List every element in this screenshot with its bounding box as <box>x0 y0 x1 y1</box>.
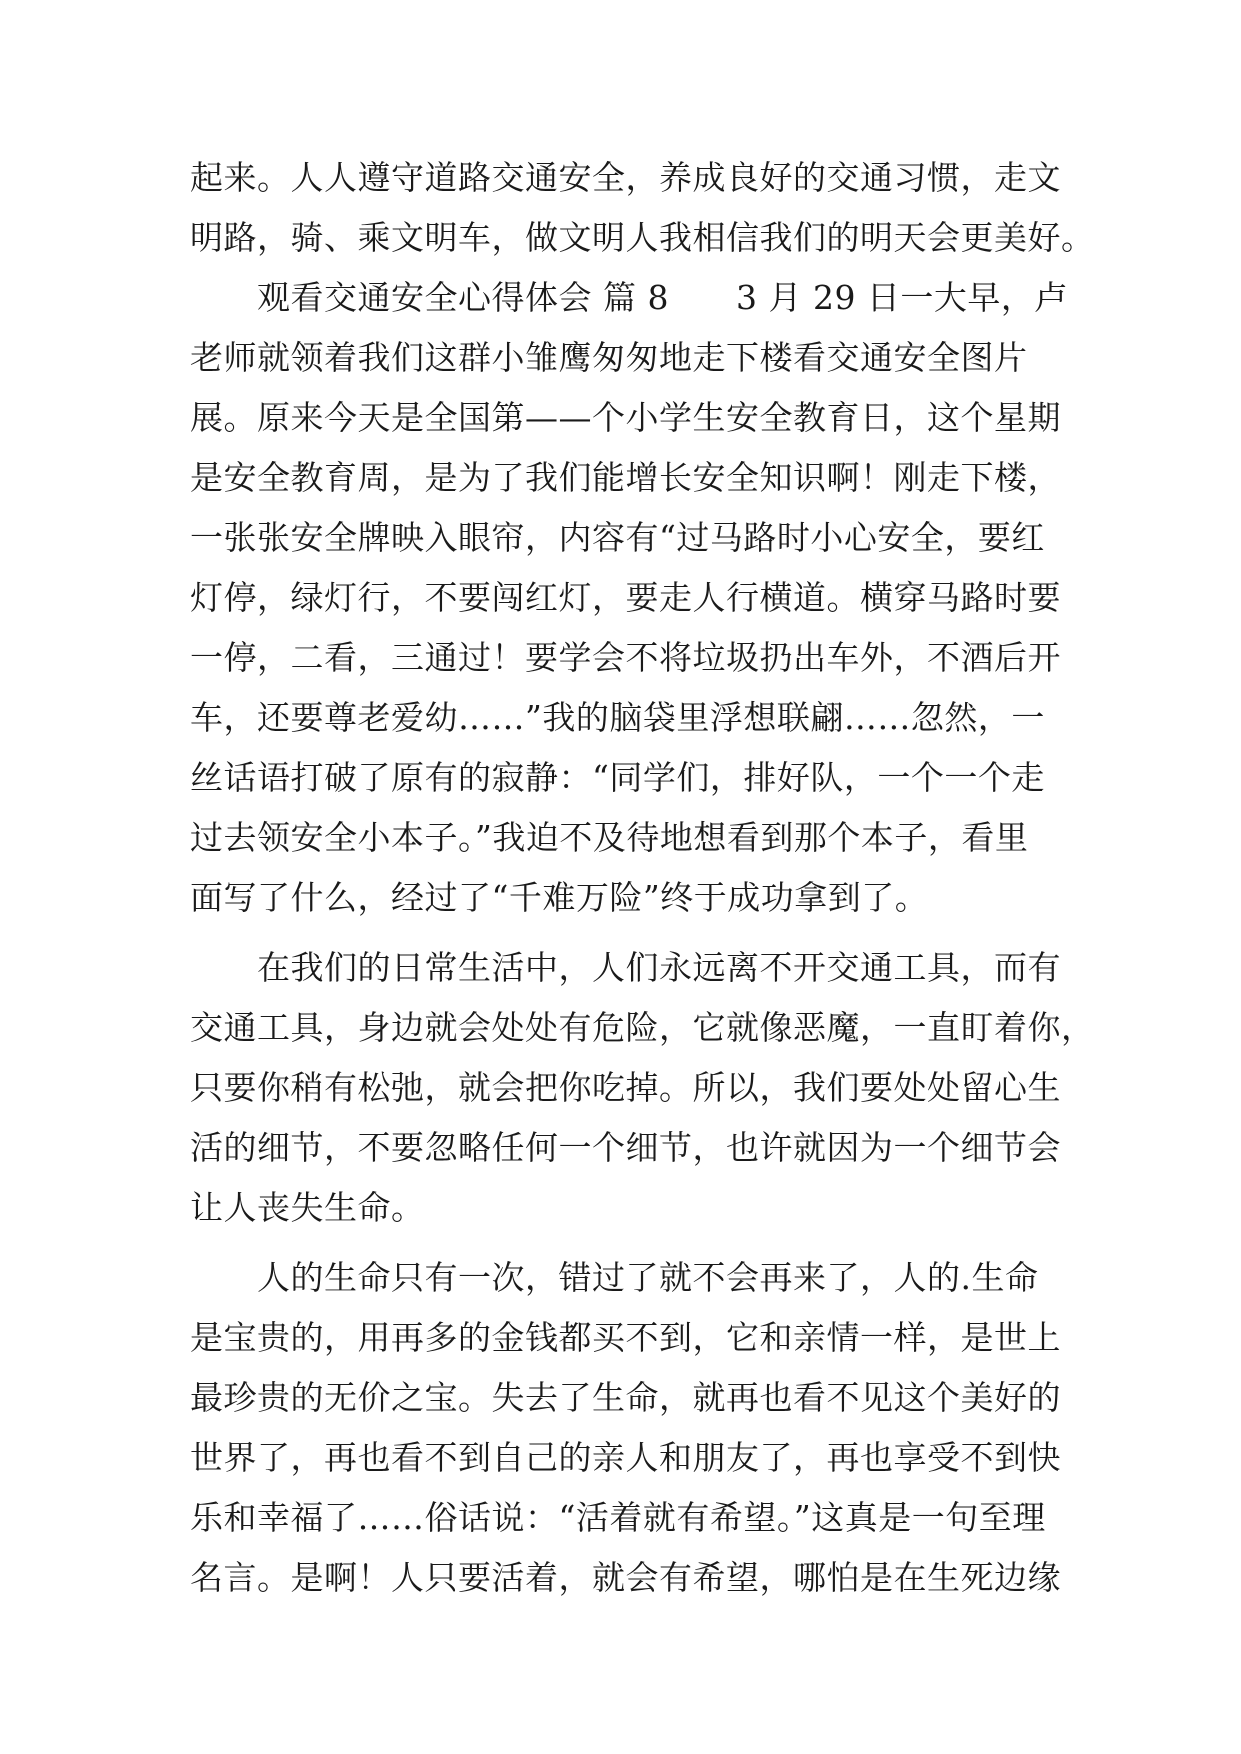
text-line: 老师就领着我们这群小雏鹰匆匆地走下楼看交通安全图片 <box>190 338 1028 377</box>
text-line: 让人丧失生命。 <box>190 1188 425 1227</box>
text-line: 灯停，绿灯行，不要闯红灯，要走人行横道。横穿马路时要 <box>190 578 1061 617</box>
text-line: 名言。是啊！人只要活着，就会有希望，哪怕是在生死边缘 <box>190 1558 1061 1597</box>
text-line: 只要你稍有松弛，就会把你吃掉。所以，我们要处处留心生 <box>190 1068 1061 1107</box>
text-line: 观看交通安全心得体会 篇 8 3 月 29 日一大早，卢 <box>190 278 1068 317</box>
text-line: 过去领安全小本子。”我迫不及待地想看到那个本子，看里 <box>190 818 1029 857</box>
text-line: 一停，二看，三通过！要学会不将垃圾扔出车外，不酒后开 <box>190 638 1061 677</box>
text-line: 车，还要尊老爱幼……”我的脑袋里浮想联翩……忽然，一 <box>190 698 1045 737</box>
text-line: 人的生命只有一次，错过了就不会再来了，人的.生命 <box>190 1258 1039 1297</box>
text-line: 活的细节，不要忽略任何一个细节，也许就因为一个细节会 <box>190 1128 1061 1167</box>
text-line: 一张张安全牌映入眼帘，内容有“过马路时小心安全，要红 <box>190 518 1045 557</box>
text-line: 交通工具，身边就会处处有危险，它就像恶魔，一直盯着你， <box>190 1008 1095 1047</box>
text-line: 在我们的日常生活中，人们永远离不开交通工具，而有 <box>190 948 1061 987</box>
text-line: 世界了，再也看不到自己的亲人和朋友了，再也享受不到快 <box>190 1438 1061 1477</box>
text-line: 面写了什么，经过了“千难万险”终于成功拿到了。 <box>190 878 929 917</box>
text-line: 丝话语打破了原有的寂静：“同学们，排好队，一个一个走 <box>190 758 1045 797</box>
text-line: 起来。人人遵守道路交通安全，养成良好的交通习惯，走文 <box>190 158 1061 197</box>
text-line: 是宝贵的，用再多的金钱都买不到，它和亲情一样，是世上 <box>190 1318 1061 1357</box>
text-line: 是安全教育周，是为了我们能增长安全知识啊！刚走下楼， <box>190 458 1061 497</box>
document-body <box>190 148 1095 1608</box>
text-line: 乐和幸福了……俗话说：“活着就有希望。”这真是一句至理 <box>190 1498 1046 1537</box>
paragraph-gap <box>190 1238 1060 1248</box>
text-line: 展。原来今天是全国第——个小学生安全教育日，这个星期 <box>190 398 1061 437</box>
paragraph-gap <box>190 928 1060 938</box>
text-line: 最珍贵的无价之宝。失去了生命，就再也看不见这个美好的 <box>190 1378 1061 1417</box>
text-line: 明路，骑、乘文明车，做文明人我相信我们的明天会更美好。 <box>190 218 1095 257</box>
